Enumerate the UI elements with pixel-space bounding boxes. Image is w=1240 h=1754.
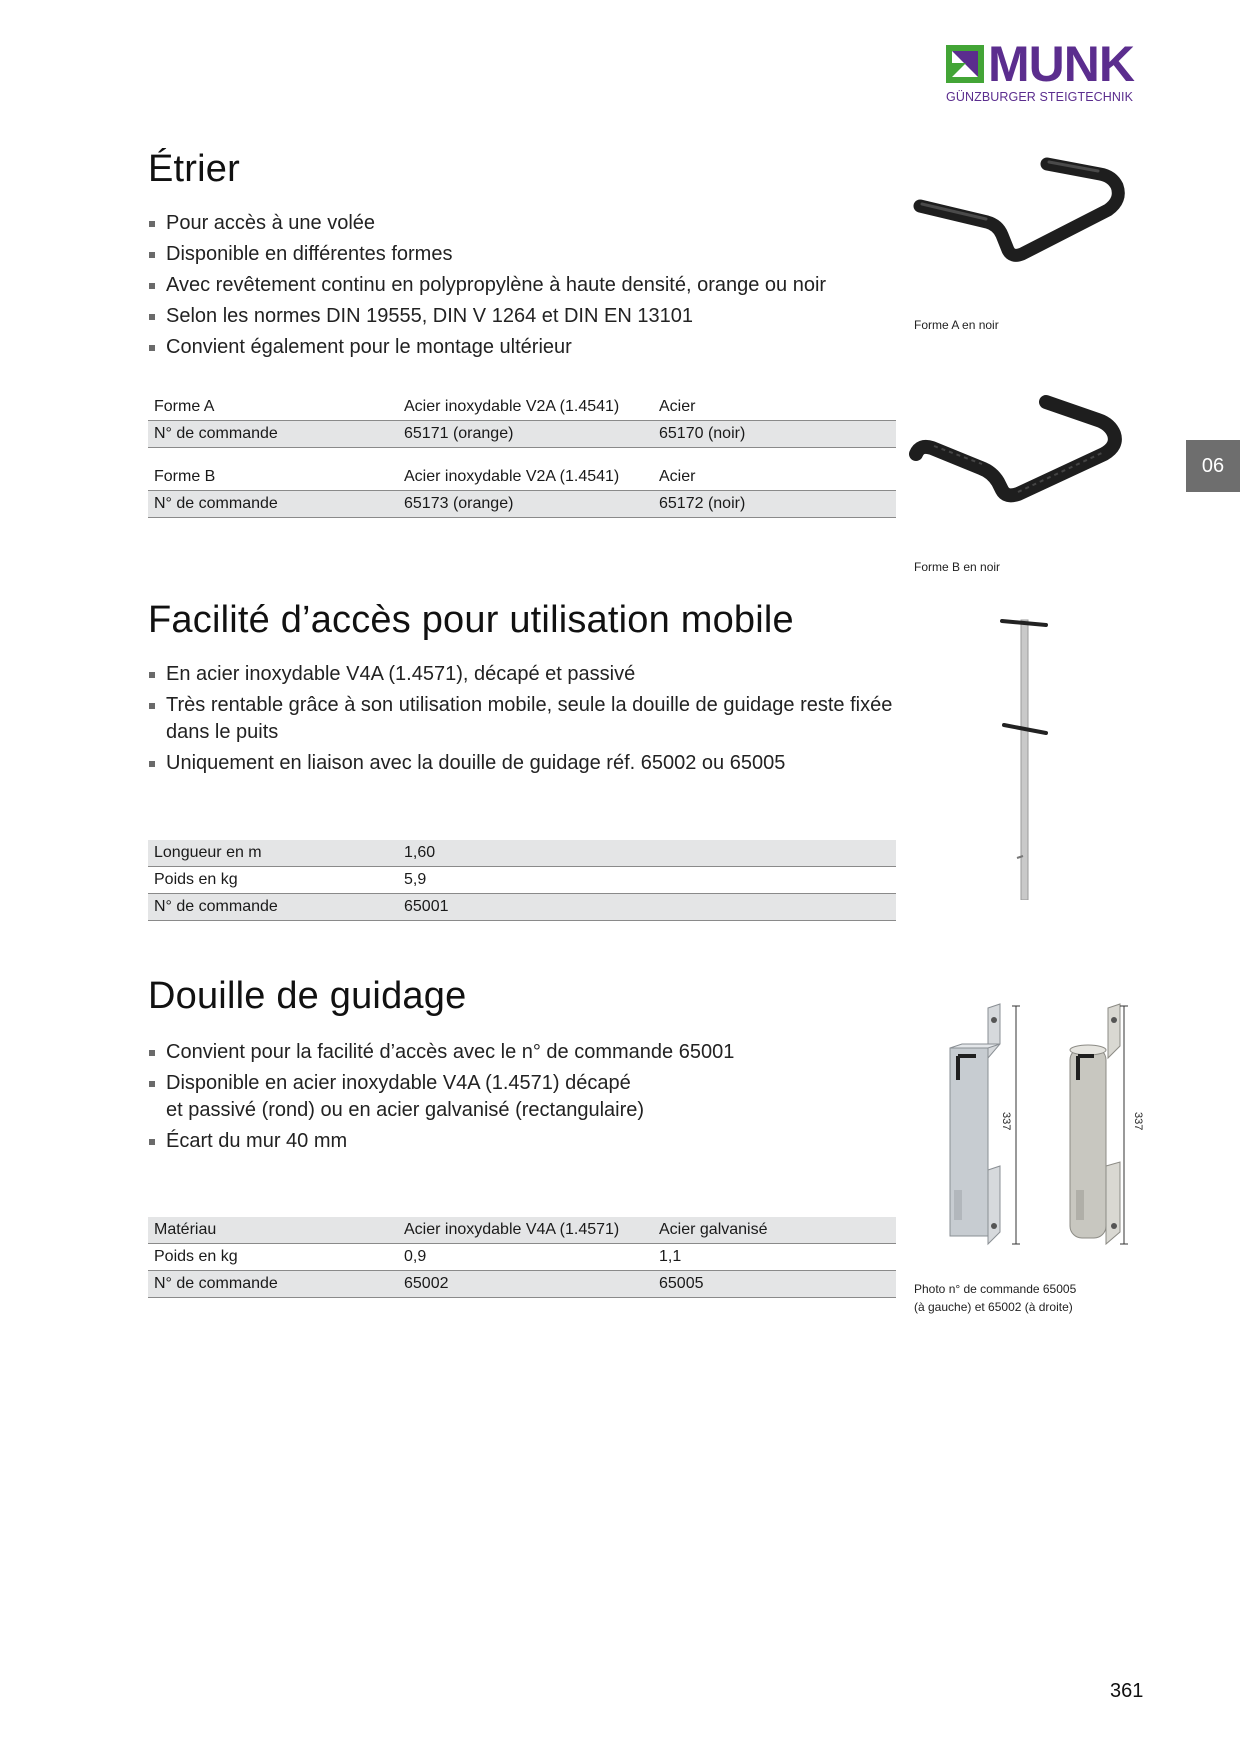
douille-title: Douille de guidage: [148, 975, 467, 1017]
mobile-pole-image: [990, 610, 1060, 900]
munk-logo: [946, 36, 1151, 104]
list-item: Disponible en acier inoxydable V4A (1.4571) décapé et passivé (rond) ou en acier galvanisé (rectangulaire): [148, 1070, 908, 1124]
list-item: Pour accès à une volée: [148, 210, 908, 237]
list-item: Disponible en différentes formes: [148, 241, 908, 268]
table-cell: 65173 (orange): [398, 491, 653, 518]
dimension-label-right: 337: [1132, 1112, 1144, 1131]
etrier-title: Étrier: [148, 148, 240, 190]
table-cell: N° de commande: [148, 421, 398, 448]
etrier-forme-a-caption: Forme A en noir: [914, 318, 999, 332]
table-row: [148, 840, 896, 867]
page-number: 361: [1110, 1680, 1144, 1702]
table-cell: Forme B: [148, 464, 398, 491]
table-cell: Acier inoxydable V2A (1.4541): [398, 394, 653, 421]
table-cell: Poids en kg: [148, 867, 398, 894]
table-cell: N° de commande: [148, 1271, 398, 1298]
list-item: Selon les normes DIN 19555, DIN V 1264 et DIN EN 13101: [148, 303, 908, 330]
logo-subtitle: GÜNZBURGER STEIGTECHNIK: [946, 90, 1134, 104]
etrier-forme-b-image: [906, 392, 1136, 512]
table-spacer: [148, 448, 896, 465]
table-cell: Acier galvanisé: [653, 1217, 896, 1244]
list-item: Très rentable grâce à son utilisation mobile, seule la douille de guidage reste fixée dans le puits: [148, 692, 908, 746]
table-cell: Longueur en m: [148, 840, 398, 867]
table-row: [148, 491, 896, 518]
table-cell: Forme A: [148, 394, 398, 421]
etrier-forme-a-image: [912, 150, 1137, 265]
table-cell: 65005: [653, 1271, 896, 1298]
table-cell: N° de commande: [148, 894, 398, 921]
table-cell: 65172 (noir): [653, 491, 896, 518]
table-cell: Acier inoxydable V2A (1.4541): [398, 464, 653, 491]
logo-wordmark: MUNK: [988, 36, 1134, 92]
table-cell: 0,9: [398, 1244, 653, 1271]
table-row: [148, 421, 896, 448]
caption-line: (à gauche) et 65002 (à droite): [914, 1300, 1073, 1314]
table-cell: [653, 867, 896, 894]
table-row: [148, 1271, 896, 1298]
table-cell: 65170 (noir): [653, 421, 896, 448]
list-item: En acier inoxydable V4A (1.4571), décapé et passivé: [148, 661, 908, 688]
table-row: [148, 394, 896, 421]
dimension-label-left: 337: [1000, 1112, 1012, 1131]
mobile-spec-table: [148, 840, 896, 921]
table-cell: 65171 (orange): [398, 421, 653, 448]
section-tab: 06: [1186, 440, 1240, 492]
table-row: [148, 1217, 896, 1244]
caption-line: Photo n° de commande 65005: [914, 1282, 1077, 1296]
douille-caption: [914, 1280, 1134, 1316]
list-item: Avec revêtement continu en polypropylène à haute densité, orange ou noir: [148, 272, 908, 299]
etrier-spec-table: [148, 394, 896, 518]
list-item: Écart du mur 40 mm: [148, 1128, 908, 1155]
douille-spec-table: [148, 1217, 896, 1298]
table-row: [148, 894, 896, 921]
table-cell: Acier: [653, 394, 896, 421]
mobile-title: Facilité d’accès pour utilisation mobile: [148, 599, 794, 641]
table-cell: Acier: [653, 464, 896, 491]
table-row: [148, 464, 896, 491]
table-cell: [653, 894, 896, 921]
table-row: [148, 1244, 896, 1271]
etrier-bullet-list: [148, 210, 908, 365]
douille-rectangular-image: [938, 1000, 1038, 1250]
list-item: Uniquement en liaison avec la douille de guidage réf. 65002 ou 65005: [148, 750, 908, 777]
table-cell: 5,9: [398, 867, 653, 894]
table-cell: 1,60: [398, 840, 653, 867]
table-cell: Acier inoxydable V4A (1.4571): [398, 1217, 653, 1244]
munk-logo-mark-icon: [946, 45, 984, 83]
table-row: [148, 867, 896, 894]
table-cell: Poids en kg: [148, 1244, 398, 1271]
table-cell: [653, 840, 896, 867]
list-item: Convient également pour le montage ultérieur: [148, 334, 908, 361]
table-cell: Matériau: [148, 1217, 398, 1244]
mobile-bullet-list: [148, 661, 908, 781]
table-cell: 65002: [398, 1271, 653, 1298]
list-item: Convient pour la facilité d’accès avec le n° de commande 65001: [148, 1039, 908, 1066]
table-cell: N° de commande: [148, 491, 398, 518]
etrier-forme-b-caption: Forme B en noir: [914, 560, 1001, 574]
table-cell: 65001: [398, 894, 653, 921]
douille-bullet-list: [148, 1039, 908, 1159]
table-cell: 1,1: [653, 1244, 896, 1271]
